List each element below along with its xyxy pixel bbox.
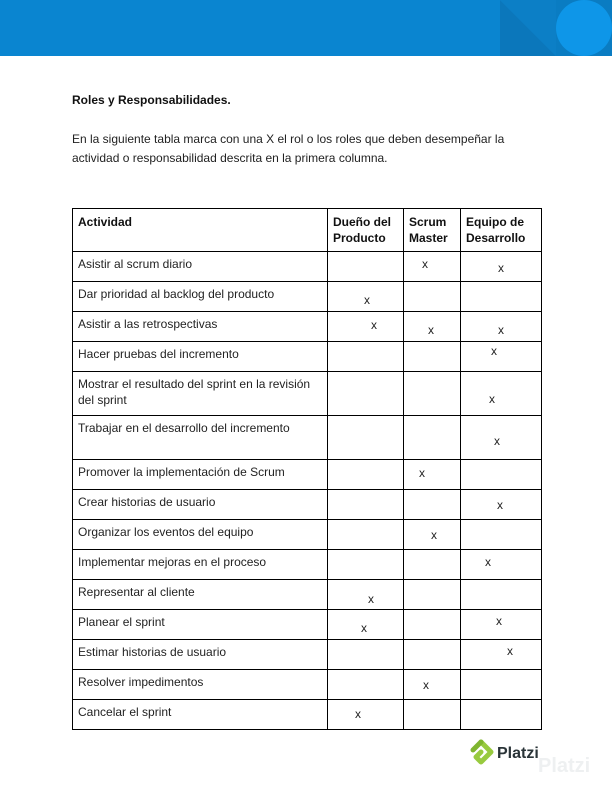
table-row	[73, 342, 542, 372]
po-cell	[328, 416, 404, 460]
check-mark: x	[355, 707, 361, 721]
check-mark: x	[496, 614, 502, 628]
po-cell	[328, 252, 404, 282]
po-cell	[328, 312, 404, 342]
table-row	[73, 252, 542, 282]
table-row	[73, 580, 542, 610]
sm-cell	[404, 520, 461, 550]
table-row	[73, 550, 542, 580]
dev-cell	[461, 550, 542, 580]
sm-cell	[404, 460, 461, 490]
table-header-row	[73, 209, 542, 252]
sm-cell	[404, 312, 461, 342]
sm-cell	[404, 342, 461, 372]
table-row	[73, 670, 542, 700]
activity-cell: Promover la implementación de Scrum	[73, 460, 328, 490]
activity-cell: Asistir a las retrospectivas	[73, 312, 328, 342]
table-row	[73, 282, 542, 312]
check-mark: x	[419, 466, 425, 480]
check-mark: x	[507, 644, 513, 658]
dev-cell	[461, 670, 542, 700]
check-mark: x	[428, 323, 434, 337]
table-row	[73, 700, 542, 730]
sm-cell	[404, 416, 461, 460]
sm-cell	[404, 372, 461, 416]
check-mark: x	[431, 528, 437, 542]
activity-cell: Planear el sprint	[73, 610, 328, 640]
table-row	[73, 416, 542, 460]
check-mark: x	[497, 498, 503, 512]
roles-table	[72, 208, 542, 730]
table-row	[73, 520, 542, 550]
activity-cell: Implementar mejoras en el proceso	[73, 550, 328, 580]
header-product-owner: Dueño del Producto	[328, 209, 404, 252]
platzi-logo-icon	[470, 739, 496, 769]
po-cell	[328, 580, 404, 610]
dev-cell	[461, 342, 542, 372]
banner-shapes	[0, 0, 612, 56]
document-heading: Roles y Responsabilidades.	[72, 93, 231, 107]
check-mark: x	[361, 621, 367, 635]
dev-cell	[461, 416, 542, 460]
dev-cell	[461, 700, 542, 730]
check-mark: x	[498, 261, 504, 275]
table-row	[73, 640, 542, 670]
table-row	[73, 490, 542, 520]
dev-cell	[461, 520, 542, 550]
activity-cell: Mostrar el resultado del sprint en la revisión del sprint	[73, 372, 328, 416]
dev-cell	[461, 640, 542, 670]
sm-cell	[404, 700, 461, 730]
dev-cell	[461, 490, 542, 520]
activity-cell: Hacer pruebas del incremento	[73, 342, 328, 372]
sm-cell	[404, 670, 461, 700]
check-mark: x	[485, 555, 491, 569]
platzi-watermark: Platzi	[538, 755, 591, 777]
sm-cell	[404, 550, 461, 580]
check-mark: x	[364, 293, 370, 307]
sm-cell	[404, 610, 461, 640]
activity-cell: Trabajar en el desarrollo del incremento	[73, 416, 328, 460]
po-cell	[328, 490, 404, 520]
activity-cell: Resolver impedimentos	[73, 670, 328, 700]
check-mark: x	[489, 392, 495, 406]
po-cell	[328, 550, 404, 580]
activity-cell: Cancelar el sprint	[73, 700, 328, 730]
dev-cell	[461, 312, 542, 342]
po-cell	[328, 460, 404, 490]
check-mark: x	[491, 344, 497, 358]
po-cell	[328, 670, 404, 700]
po-cell	[328, 700, 404, 730]
header-dev-team: Equipo de Desarrollo	[461, 209, 542, 252]
activity-cell: Asistir al scrum diario	[73, 252, 328, 282]
po-cell	[328, 282, 404, 312]
check-mark: x	[498, 323, 504, 337]
po-cell	[328, 342, 404, 372]
dev-cell	[461, 580, 542, 610]
check-mark: x	[494, 434, 500, 448]
top-banner	[0, 0, 612, 56]
check-mark: x	[423, 678, 429, 692]
document-intro: En la siguiente tabla marca con una X el rol o los roles que deben desempeñar la actividad o responsabilidad descrita en la primera columna.	[72, 132, 505, 165]
po-cell	[328, 520, 404, 550]
dev-cell	[461, 610, 542, 640]
header-scrum-master: Scrum Master	[404, 209, 461, 252]
dev-cell	[461, 282, 542, 312]
activity-cell: Organizar los eventos del equipo	[73, 520, 328, 550]
activity-cell: Dar prioridad al backlog del producto	[73, 282, 328, 312]
table-row	[73, 312, 542, 342]
check-mark: x	[368, 592, 374, 606]
sm-cell	[404, 580, 461, 610]
check-mark: x	[371, 318, 377, 332]
dev-cell	[461, 252, 542, 282]
po-cell	[328, 640, 404, 670]
table-row	[73, 610, 542, 640]
dev-cell	[461, 460, 542, 490]
header-activity: Actividad	[73, 209, 328, 252]
sm-cell	[404, 490, 461, 520]
check-mark: x	[422, 257, 428, 271]
table-row	[73, 460, 542, 490]
table-row	[73, 372, 542, 416]
sm-cell	[404, 252, 461, 282]
po-cell	[328, 610, 404, 640]
sm-cell	[404, 282, 461, 312]
activity-cell: Representar al cliente	[73, 580, 328, 610]
activity-cell: Crear historias de usuario	[73, 490, 328, 520]
platzi-logo-text: Platzi	[497, 745, 539, 762]
sm-cell	[404, 640, 461, 670]
activity-cell: Estimar historias de usuario	[73, 640, 328, 670]
dev-cell	[461, 372, 542, 416]
po-cell	[328, 372, 404, 416]
